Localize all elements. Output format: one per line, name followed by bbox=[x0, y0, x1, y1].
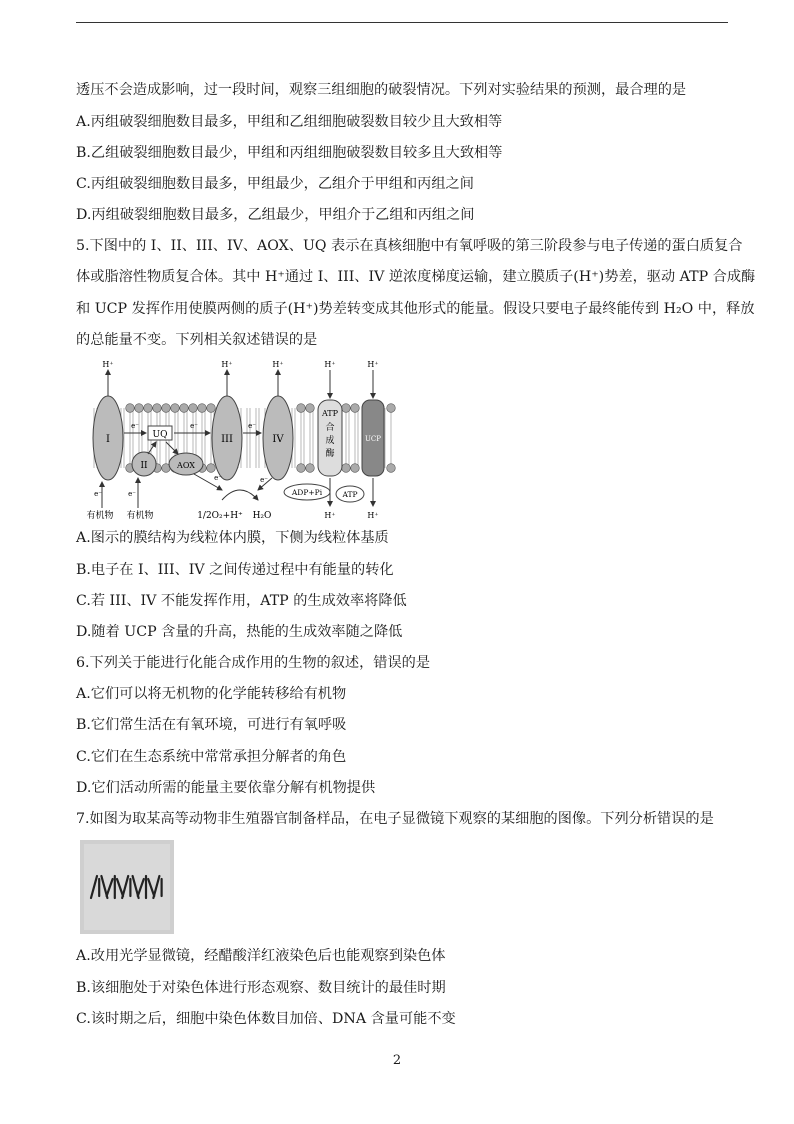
q5-stem-line-2: 体或脂溶性物质复合体。其中 H⁺通过 I、III、IV 逆浓度梯度运输，建立膜质子(H⁺)势差，驱动 ATP 合成酶 bbox=[76, 269, 756, 285]
atp-synthase-label-4: 酶 bbox=[325, 449, 335, 459]
complex-iv-label: IV bbox=[272, 434, 284, 445]
phospholipid-head bbox=[162, 404, 171, 413]
organic-label-2: 有机物 bbox=[126, 511, 154, 521]
q6-option-b: B.它们常生活在有氧环境，可进行有氧呼吸 bbox=[76, 717, 347, 733]
q5-option-a: A.图示的膜结构为线粒体内膜，下侧为线粒体基质 bbox=[76, 530, 389, 546]
water-label: H₂O bbox=[252, 511, 272, 521]
q6-option-a: A.它们可以将无机物的化学能转移给有机物 bbox=[76, 686, 347, 702]
q4-stem-continued: 透压不会造成影响，过一段时间，观察三组细胞的破裂情况。下列对实验结果的预测，最合理的是 bbox=[76, 82, 687, 98]
q5-stem-line-4: 的总能量不变。下列相关叙述错误的是 bbox=[76, 332, 318, 348]
electron-label-1: e⁻ bbox=[131, 422, 139, 430]
page-number: 2 bbox=[392, 1053, 402, 1068]
q7-option-c: C.该时期之后，细胞中染色体数目加倍、DNA 含量可能不变 bbox=[76, 1011, 456, 1027]
h-plus-label-iv: H⁺ bbox=[272, 360, 284, 369]
q7-option-a: A.改用光学显微镜，经醋酸洋红液染色后也能观察到染色体 bbox=[76, 948, 446, 964]
q5-option-c: C.若 III、IV 不能发挥作用，ATP 的生成效率将降低 bbox=[76, 593, 407, 609]
phospholipid-head bbox=[189, 404, 198, 413]
oxygen-to-water-arrow bbox=[222, 490, 258, 500]
electron-label-3: e⁻ bbox=[248, 422, 256, 430]
phospholipid-head bbox=[297, 464, 306, 473]
adp-pi-label: ADP+Pi bbox=[291, 488, 323, 497]
phospholipid-head bbox=[297, 404, 306, 413]
q4-option-c: C.丙组破裂细胞数目最多，甲组最少，乙组介于甲组和丙组之间 bbox=[76, 176, 474, 192]
electron-label-4: e⁻ bbox=[214, 474, 222, 482]
q5-stem-line-3: 和 UCP 发挥作用使膜两侧的质子(H⁺)势差转变成其他形式的能量。假设只要电子最终能传到 H₂O 中，释放 bbox=[76, 301, 755, 317]
electron-label-7: e⁻ bbox=[128, 490, 136, 498]
phospholipid-head bbox=[351, 404, 360, 413]
aox-label: AOX bbox=[177, 461, 195, 470]
atp-synthase-label-2: 合 bbox=[325, 423, 335, 433]
phospholipid-head bbox=[180, 404, 189, 413]
phospholipid-head bbox=[342, 404, 351, 413]
phospholipid-head bbox=[306, 464, 315, 473]
atp-synthase-label-3: 成 bbox=[325, 436, 335, 446]
header-rule bbox=[76, 22, 728, 23]
q7-option-b: B.该细胞处于对染色体进行形态观察、数目统计的最佳时期 bbox=[76, 980, 446, 996]
h-plus-label-iii: H⁺ bbox=[221, 360, 233, 369]
oxygen-label: 1/2O₂+H⁺ bbox=[197, 511, 243, 521]
h-plus-label-ucp-top: H⁺ bbox=[367, 360, 379, 369]
electron-label-2: e⁻ bbox=[190, 422, 198, 430]
h-plus-label-i: H⁺ bbox=[102, 360, 114, 369]
complex-ii-label: II bbox=[140, 461, 148, 471]
phospholipid-head bbox=[126, 404, 135, 413]
electron-transport-diagram bbox=[82, 358, 402, 526]
phospholipid-head bbox=[306, 404, 315, 413]
h-plus-label-ucp-bottom: H⁺ bbox=[367, 511, 379, 520]
phospholipid-head bbox=[387, 404, 396, 413]
phospholipid-head bbox=[387, 464, 396, 473]
phospholipid-head bbox=[342, 464, 351, 473]
atp-label: ATP bbox=[342, 490, 358, 499]
atp-synthase-label-1: ATP bbox=[321, 409, 339, 418]
phospholipid-head bbox=[207, 404, 216, 413]
h-plus-label-atp-top: H⁺ bbox=[324, 360, 336, 369]
phospholipid-head bbox=[144, 404, 153, 413]
q7-stem: 7.如图为取某高等动物非生殖器官制备样品，在电子显微镜下观察的某细胞的图像。下列分析错误的是 bbox=[76, 811, 714, 827]
q4-option-b: B.乙组破裂细胞数目最少，甲组和丙组细胞破裂数目较多且大致相等 bbox=[76, 145, 503, 161]
electron-label-6: e⁻ bbox=[94, 490, 102, 498]
q6-stem: 6.下列关于能进行化能合成作用的生物的叙述，错误的是 bbox=[76, 655, 431, 671]
q5-stem-line-1: 5.下图中的 I、II、III、IV、AOX、UQ 表示在真核细胞中有氧呼吸的第三阶段参与电子传递的蛋白质复合 bbox=[76, 238, 743, 254]
h-plus-label-atp-bottom: H⁺ bbox=[324, 511, 336, 520]
micrograph-image bbox=[80, 840, 174, 934]
q4-option-a: A.丙组破裂细胞数目最多，甲组和乙组细胞破裂数目较少且大致相等 bbox=[76, 114, 503, 130]
electron-label-5: e⁻ bbox=[260, 476, 268, 484]
q5-option-d: D.随着 UCP 含量的升高，热能的生成效率随之降低 bbox=[76, 624, 403, 640]
q5-option-b: B.电子在 I、III、IV 之间传递过程中有能量的转化 bbox=[76, 562, 394, 578]
q4-option-d: D.丙组破裂细胞数目最多，乙组最少，甲组介于乙组和丙组之间 bbox=[76, 207, 475, 223]
phospholipid-head bbox=[153, 404, 162, 413]
ucp-label: UCP bbox=[365, 435, 381, 443]
q6-option-c: C.它们在生态系统中常常承担分解者的角色 bbox=[76, 749, 347, 765]
organic-label-1: 有机物 bbox=[86, 511, 114, 521]
phospholipid-head bbox=[207, 464, 216, 473]
complex-iii-label: III bbox=[221, 434, 233, 445]
q6-option-d: D.它们活动所需的能量主要依靠分解有机物提供 bbox=[76, 780, 376, 796]
phospholipid-head bbox=[198, 404, 207, 413]
phospholipid-head bbox=[171, 404, 180, 413]
phospholipid-head bbox=[135, 404, 144, 413]
phospholipid-head bbox=[351, 464, 360, 473]
uq-label: UQ bbox=[152, 430, 168, 440]
complex-i-label: I bbox=[106, 434, 110, 445]
